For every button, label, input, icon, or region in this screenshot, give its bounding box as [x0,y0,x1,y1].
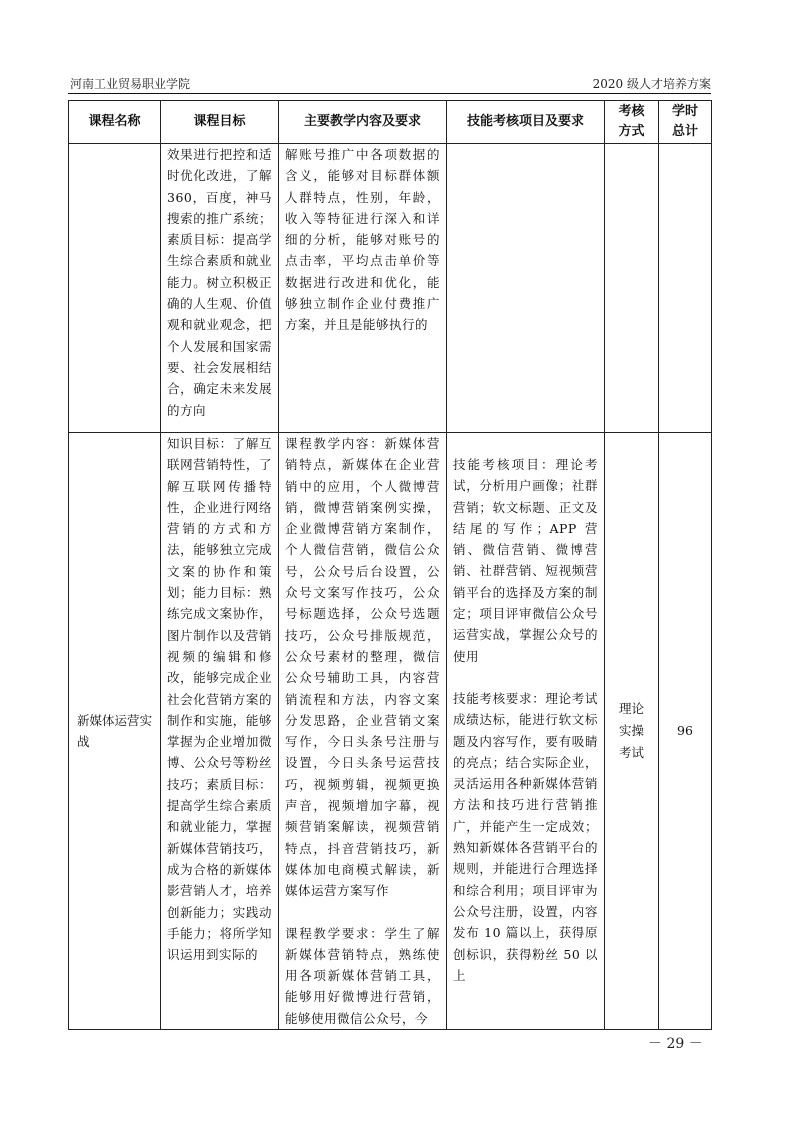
column-header-course-goal: 课程目标 [161,101,279,144]
exam-method-cell [605,144,659,433]
header-institution: 河南工业贸易职业学院 [70,77,191,91]
skill-items-text: 技能考核项目：理论考试，分析用户画像；社群营销；软文标题、正文及结尾的写作；APP 营销、微信营销、微博营销、社群营销、短视频营销平台的选择及方案的制定；项目评审微信公众号运营实战，掌握公众号的使用 [453,457,598,664]
table-row [69,433,712,1030]
column-header-exam-method [605,101,659,144]
column-header-exam-method-line1: 考核 [618,104,645,119]
header-rule [68,93,711,94]
paragraph-gap [285,902,440,923]
teaching-content-text: 课程教学内容：新媒体营销特点，新媒体在企业营销中的应用，个人微博营销，微博营销案例实操，企业微博营销方案制作，个人微信营销，微信公众号，公众号后台设置，公众号文案写作技巧，公众号标题选择，公众号选题技巧，公众号排版规范，公众号素材的整理，微信公众号辅助工具，内容营销流程和方法，内容文案分发思路，企业营销文案写作，今日头条号注册与设置，今日头条号运营技巧，视频剪辑，视频更换声音，视频增加字幕，视频营销案解读，视频营销特点，抖音营销技巧，新媒体加电商模式解读，新媒体运营方案写作 [285,436,440,899]
column-header-hours [659,101,712,144]
course-name-cell: 新媒体运营实战 [69,433,161,1030]
course-name-cell [69,144,161,433]
teaching-content-cell [279,433,447,1030]
skill-requirements-text: 技能考核要求：理论考试成绩达标，能进行软文标题及内容写作，要有吸睛的亮点；结合实际企业，灵活运用各种新媒体营销方法和技巧进行营销推广，并能产生一定成效；熟知新媒体各营销平台的规则，并能进行合理选择和综合利用；项目评审为公众号注册，设置，内容发布 10 篇以上，获得原创标识，获得粉丝 50 以上 [453,690,598,983]
column-header-course-name: 课程名称 [69,101,161,144]
column-header-exam-method-line2: 方式 [618,124,645,139]
column-header-skill-assessment: 技能考核项目及要求 [447,101,605,144]
course-goal-cell: 效果进行把控和适时优化改进，了解 360，百度，神马搜索的推广系统；素质目标：提高学生综合素质和就业能力。树立积极正确的人生观、价值观和就业观念，把个人发展和国家需要、社会发展相结合，确定未来发展的方向 [161,144,279,433]
paragraph-gap [453,667,598,688]
column-header-teaching-content: 主要教学内容及要求 [279,101,447,144]
table-header-row [69,101,712,144]
teaching-content-cell: 解账号推广中各项数据的含义，能够对目标群体额人群特点，性别，年龄，收入等特征进行深入和详细的分析，能够对账号的点击率，平均点击单价等数据进行改进和优化，能够独立制作企业付费推广方案，并且是能够执行的 [279,144,447,433]
table-row [69,144,712,433]
exam-method-text: 理论实操考试 [618,701,644,760]
header-document-title: 2020 级人才培养方案 [592,77,711,91]
page-number: － 29 － [648,1036,703,1052]
course-table [68,100,712,1030]
column-header-hours-line1: 学时 [671,104,698,119]
paragraph-gap [453,433,598,454]
skill-assessment-cell [447,144,605,433]
column-header-hours-line2: 总计 [671,124,698,139]
teaching-requirements-text: 课程教学要求：学生了解新媒体营销特点，熟练使用各项新媒体营销工具，能够用好微博进行营销，能够使用微信公众号，今 [285,925,440,1026]
course-goal-cell: 知识目标：了解互联网营销特性，了解互联网传播特性，企业进行网络营销的方式和方法，能够独立完成文案的协作和策划；能力目标：熟练完成文案协作，图片制作以及营销视频的编辑和修改，能够完成企业社会化营销方案的制作和实施，能够掌握为企业增加微博、公众号等粉丝技巧；素质目标：提高学生综合素质和就业能力，掌握新媒体营销技巧，成为合格的新媒体影营销人才，培养创新能力；实践动手能力；将所学知识运用到实际的 [161,433,279,1030]
exam-method-cell [605,433,659,1030]
hours-cell: 96 [659,433,712,1030]
hours-cell [659,144,712,433]
skill-assessment-cell [447,433,605,1030]
